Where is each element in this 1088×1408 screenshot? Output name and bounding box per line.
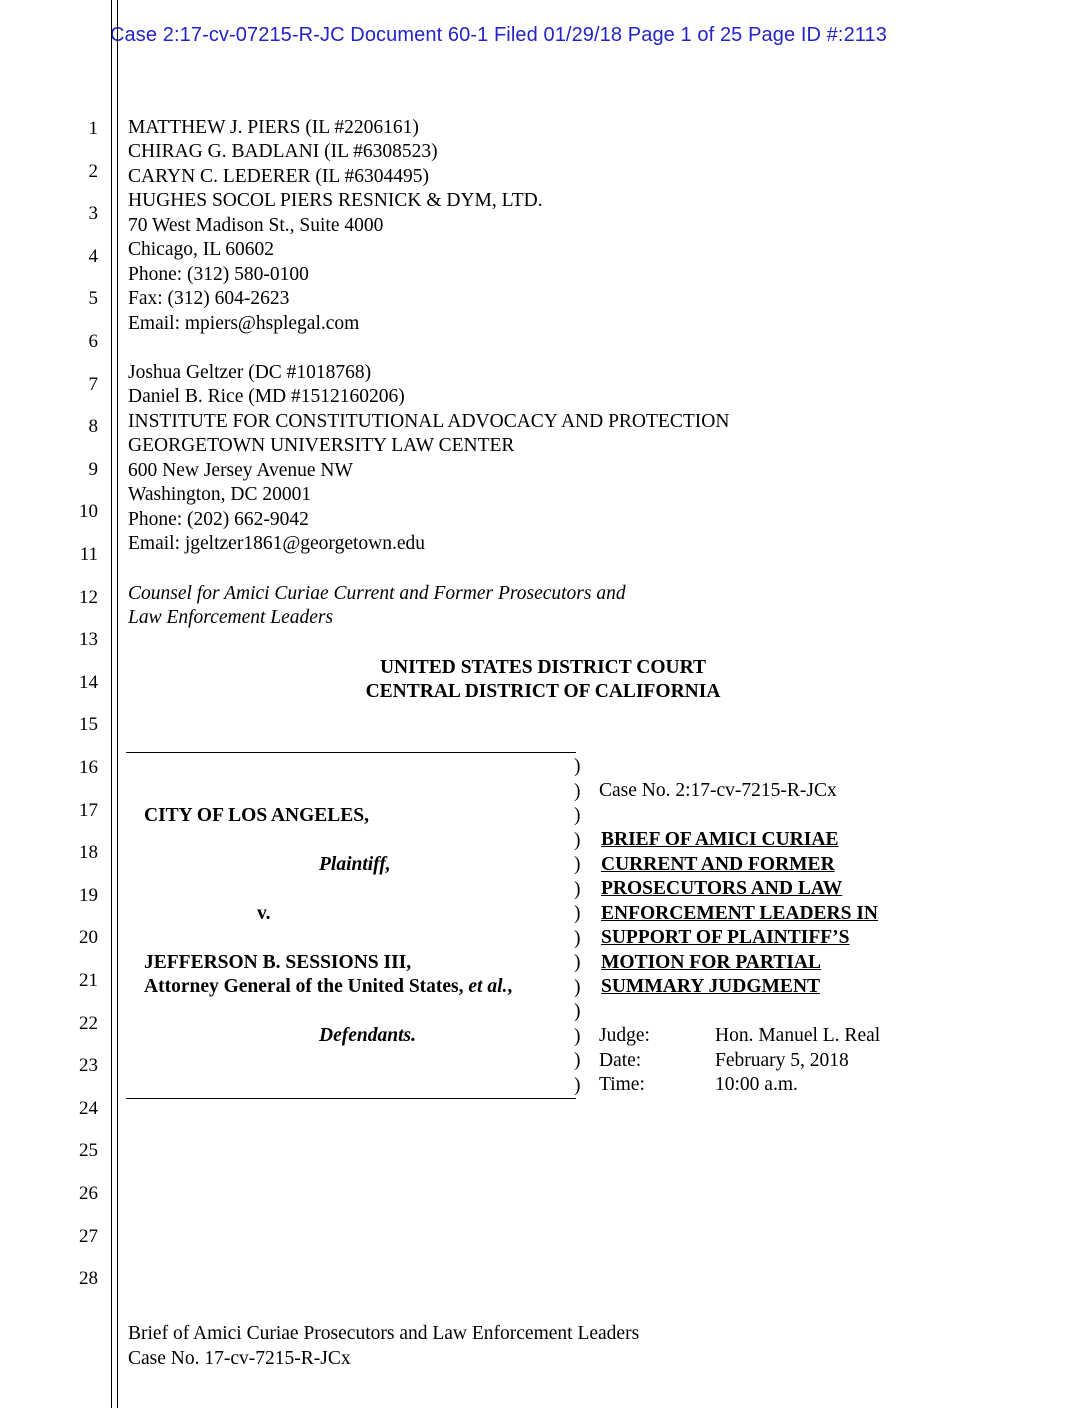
line-number: 8 <box>88 416 98 438</box>
defendant-title <box>144 976 512 998</box>
brief-title-line: PROSECUTORS AND LAW <box>601 878 843 899</box>
caption-paren: ) <box>574 854 581 875</box>
brief-title-line: SUPPORT OF PLAINTIFF’S <box>601 927 850 948</box>
line-number: 6 <box>88 331 98 352</box>
line-number: 7 <box>88 373 98 395</box>
counsel-line: Phone: (202) 662-9042 <box>128 509 309 530</box>
counsel-line: CARYN C. LEDERER (IL #6304495) <box>128 166 429 187</box>
date-value: February 5, 2018 <box>715 1050 849 1071</box>
line-number: 23 <box>79 1055 98 1077</box>
caption-paren: ) <box>574 1001 581 1022</box>
time-value: 10:00 a.m. <box>715 1074 798 1095</box>
defendant-et-al: et al. <box>468 976 508 997</box>
counsel-email: Email: jgeltzer1861@georgetown.edu <box>128 533 426 554</box>
line-number: 22 <box>79 1012 98 1034</box>
line-number: 2 <box>88 160 98 182</box>
filing-stamp: Case 2:17-cv-07215-R-JC Document 60-1 Filed 01/29/18 Page 1 of 25 Page ID #:2113 <box>110 24 887 46</box>
line-number: 24 <box>79 1097 98 1119</box>
defendant-title-text: Attorney General of the United States, <box>144 976 464 997</box>
line-number: 13 <box>79 629 98 651</box>
counsel-line: CHIRAG G. BADLANI (IL #6308523) <box>128 141 438 162</box>
counsel-line: Fax: (312) 604-2623 <box>128 288 290 309</box>
margin-rule-right <box>117 0 118 1408</box>
margin-rule-left <box>111 0 112 1408</box>
line-number: 28 <box>79 1268 98 1290</box>
caption-paren: ) <box>574 927 581 949</box>
plaintiff-role: Plaintiff, <box>319 854 391 875</box>
line-number: 1 <box>88 118 98 139</box>
defendant-title-comma: , <box>507 976 513 997</box>
defendant-name: JEFFERSON B. SESSIONS III, <box>144 952 412 973</box>
line-number: 4 <box>88 245 98 267</box>
brief-title-line: MOTION FOR PARTIAL <box>601 952 821 973</box>
caption-paren: ) <box>574 903 581 924</box>
case-number: Case No. 2:17-cv-7215-R-JCx <box>599 780 837 801</box>
caption-paren: ) <box>574 1050 581 1071</box>
counsel-for-line: Counsel for Amici Curiae Current and Former Prosecutors and <box>128 583 626 604</box>
court-district: CENTRAL DISTRICT OF CALIFORNIA <box>365 681 721 702</box>
line-number: 20 <box>79 927 98 949</box>
caption-paren: ) <box>574 1025 581 1047</box>
counsel-line: Joshua Geltzer (DC #1018768) <box>128 362 372 383</box>
counsel-line: Daniel B. Rice (MD #1512160206) <box>128 386 405 407</box>
versus: v. <box>257 903 271 924</box>
counsel-line: HUGHES SOCOL PIERS RESNICK & DYM, LTD. <box>128 190 543 211</box>
line-number: 11 <box>79 544 98 565</box>
plaintiff-name: CITY OF LOS ANGELES, <box>144 805 370 826</box>
counsel-line: Phone: (312) 580-0100 <box>128 264 309 285</box>
caption-paren: ) <box>574 805 581 826</box>
counsel-line: 600 New Jersey Avenue NW <box>128 460 353 481</box>
brief-title-line: SUMMARY JUDGMENT <box>601 976 821 997</box>
footer-case-number: Case No. 17-cv-7215-R-JCx <box>128 1348 351 1369</box>
footer-title: Brief of Amici Curiae Prosecutors and Law Enforcement Leaders <box>128 1323 640 1344</box>
court-name: UNITED STATES DISTRICT COURT <box>379 657 707 678</box>
line-number: 10 <box>79 501 98 523</box>
counsel-line: MATTHEW J. PIERS (IL #2206161) <box>128 117 419 138</box>
judge-label: Judge: <box>599 1025 650 1046</box>
caption-paren: ) <box>574 952 581 973</box>
line-number: 16 <box>79 757 98 778</box>
brief-title-line: CURRENT AND FORMER <box>601 854 835 875</box>
line-number: 27 <box>79 1225 98 1247</box>
caption-paren: ) <box>574 1074 581 1096</box>
caption-top-rule <box>126 752 576 753</box>
date-label: Date: <box>599 1050 642 1071</box>
brief-title-line: BRIEF OF AMICI CURIAE <box>601 829 839 850</box>
caption-paren: ) <box>574 829 581 851</box>
line-number: 3 <box>88 203 98 225</box>
line-number: 25 <box>79 1140 98 1162</box>
counsel-line: INSTITUTE FOR CONSTITUTIONAL ADVOCACY AND PROTECTION <box>128 411 730 432</box>
counsel-email: Email: mpiers@hsplegal.com <box>128 313 360 334</box>
line-number: 19 <box>79 884 98 906</box>
caption-paren: ) <box>574 976 581 998</box>
line-number: 9 <box>88 458 98 480</box>
counsel-line: 70 West Madison St., Suite 4000 <box>128 215 384 236</box>
counsel-line: GEORGETOWN UNIVERSITY LAW CENTER <box>128 435 515 456</box>
line-number: 26 <box>79 1183 98 1204</box>
counsel-for-line: Law Enforcement Leaders <box>128 607 334 628</box>
time-label: Time: <box>599 1074 645 1095</box>
caption-paren: ) <box>574 780 581 802</box>
brief-title-line: ENFORCEMENT LEADERS IN <box>601 903 879 924</box>
judge-value: Hon. Manuel L. Real <box>715 1025 881 1046</box>
line-number: 21 <box>79 970 98 991</box>
caption-paren: ) <box>574 756 581 777</box>
line-number: 5 <box>88 288 98 310</box>
line-number: 12 <box>79 586 98 608</box>
defendant-role: Defendants. <box>319 1025 416 1046</box>
line-number: 17 <box>79 799 98 821</box>
counsel-line: Chicago, IL 60602 <box>128 239 275 260</box>
caption-paren: ) <box>574 878 581 900</box>
caption-bottom-rule <box>126 1098 576 1099</box>
line-number: 14 <box>79 671 98 693</box>
line-number: 18 <box>79 842 98 864</box>
line-number: 15 <box>79 714 98 736</box>
counsel-line: Washington, DC 20001 <box>128 484 312 505</box>
